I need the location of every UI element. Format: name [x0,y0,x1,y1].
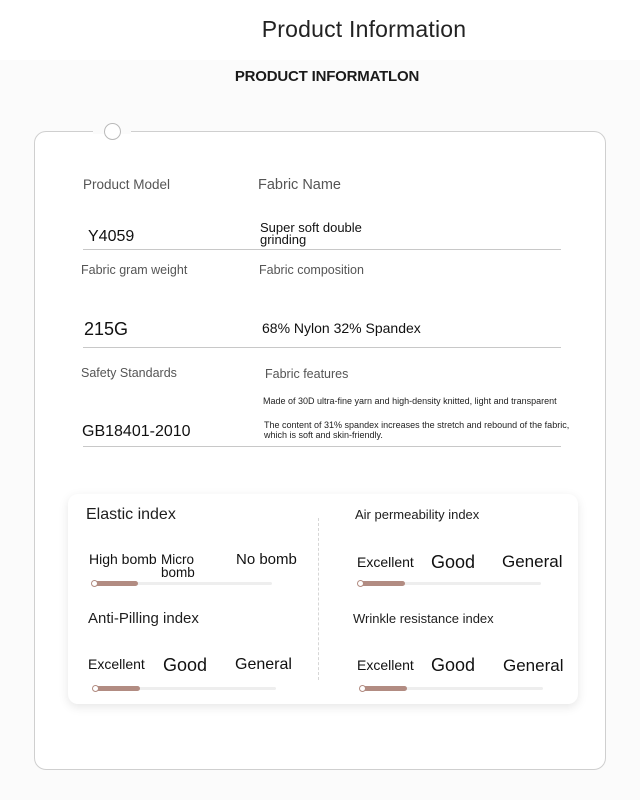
wrinkle-option-general: General [503,656,564,675]
wrinkle-index-bar [361,687,543,690]
fabric-name-value: Super soft double grinding [260,220,362,247]
air-index-fill [359,581,405,586]
safety-label: Safety Standards [81,366,177,380]
safety-value: GB18401-2010 [82,423,191,440]
elastic-index-title: Elastic index [86,506,176,523]
pilling-index-bar [94,687,276,690]
pilling-option-excellent: Excellent [88,656,145,672]
wrinkle-option-excellent: Excellent [357,657,414,673]
air-option-excellent: Excellent [357,554,414,570]
pilling-option-good: Good [163,655,208,675]
elastic-option-none: No bomb [236,551,297,568]
wrinkle-index-title: Wrinkle resistance index [353,611,494,626]
features-line-1: Made of 30D ultra-fine yarn and high-density knitted, light and transparent [263,396,557,406]
bar-knob [357,580,364,587]
divider-line [83,347,561,348]
pilling-option-general: General [235,656,292,673]
pilling-index-fill [94,686,140,691]
composition-label: Fabric composition [259,263,364,277]
elastic-option-high: High bomb [89,551,157,567]
elastic-option-micro: Micro bomb [161,552,195,580]
features-label: Fabric features [265,367,349,381]
gram-weight-label: Fabric gram weight [81,263,188,277]
panel-divider [318,518,319,680]
divider-line [83,446,561,447]
elastic-index-fill [93,581,138,586]
product-model-label: Product Model [83,177,171,192]
index-panel [68,494,578,704]
page-title: Product Information [261,16,467,42]
pilling-index-title: Anti-Pilling index [88,610,199,627]
product-model-value: Y4059 [88,228,135,245]
air-option-good: Good [431,552,476,572]
bar-knob [91,580,98,587]
air-index-title: Air permeability index [355,507,480,522]
air-option-general: General [502,552,563,571]
page-subtitle: PRODUCT INFORMATLON [234,68,420,85]
elastic-index-bar [93,582,272,585]
divider-line [83,249,561,250]
gram-weight-value: 215G [84,319,129,339]
wrinkle-option-good: Good [431,655,476,675]
hang-hole-icon [104,123,121,140]
features-line-3: which is soft and skin-friendly. [264,430,383,440]
bar-knob [92,685,99,692]
features-line-2: The content of 31% spandex increases the stretch and rebound of the fabric, [264,420,570,430]
wrinkle-index-fill [361,686,407,691]
bar-knob [359,685,366,692]
fabric-name-label: Fabric Name [258,177,341,193]
composition-value: 68% Nylon 32% Spandex [262,320,421,336]
air-index-bar [359,582,541,585]
